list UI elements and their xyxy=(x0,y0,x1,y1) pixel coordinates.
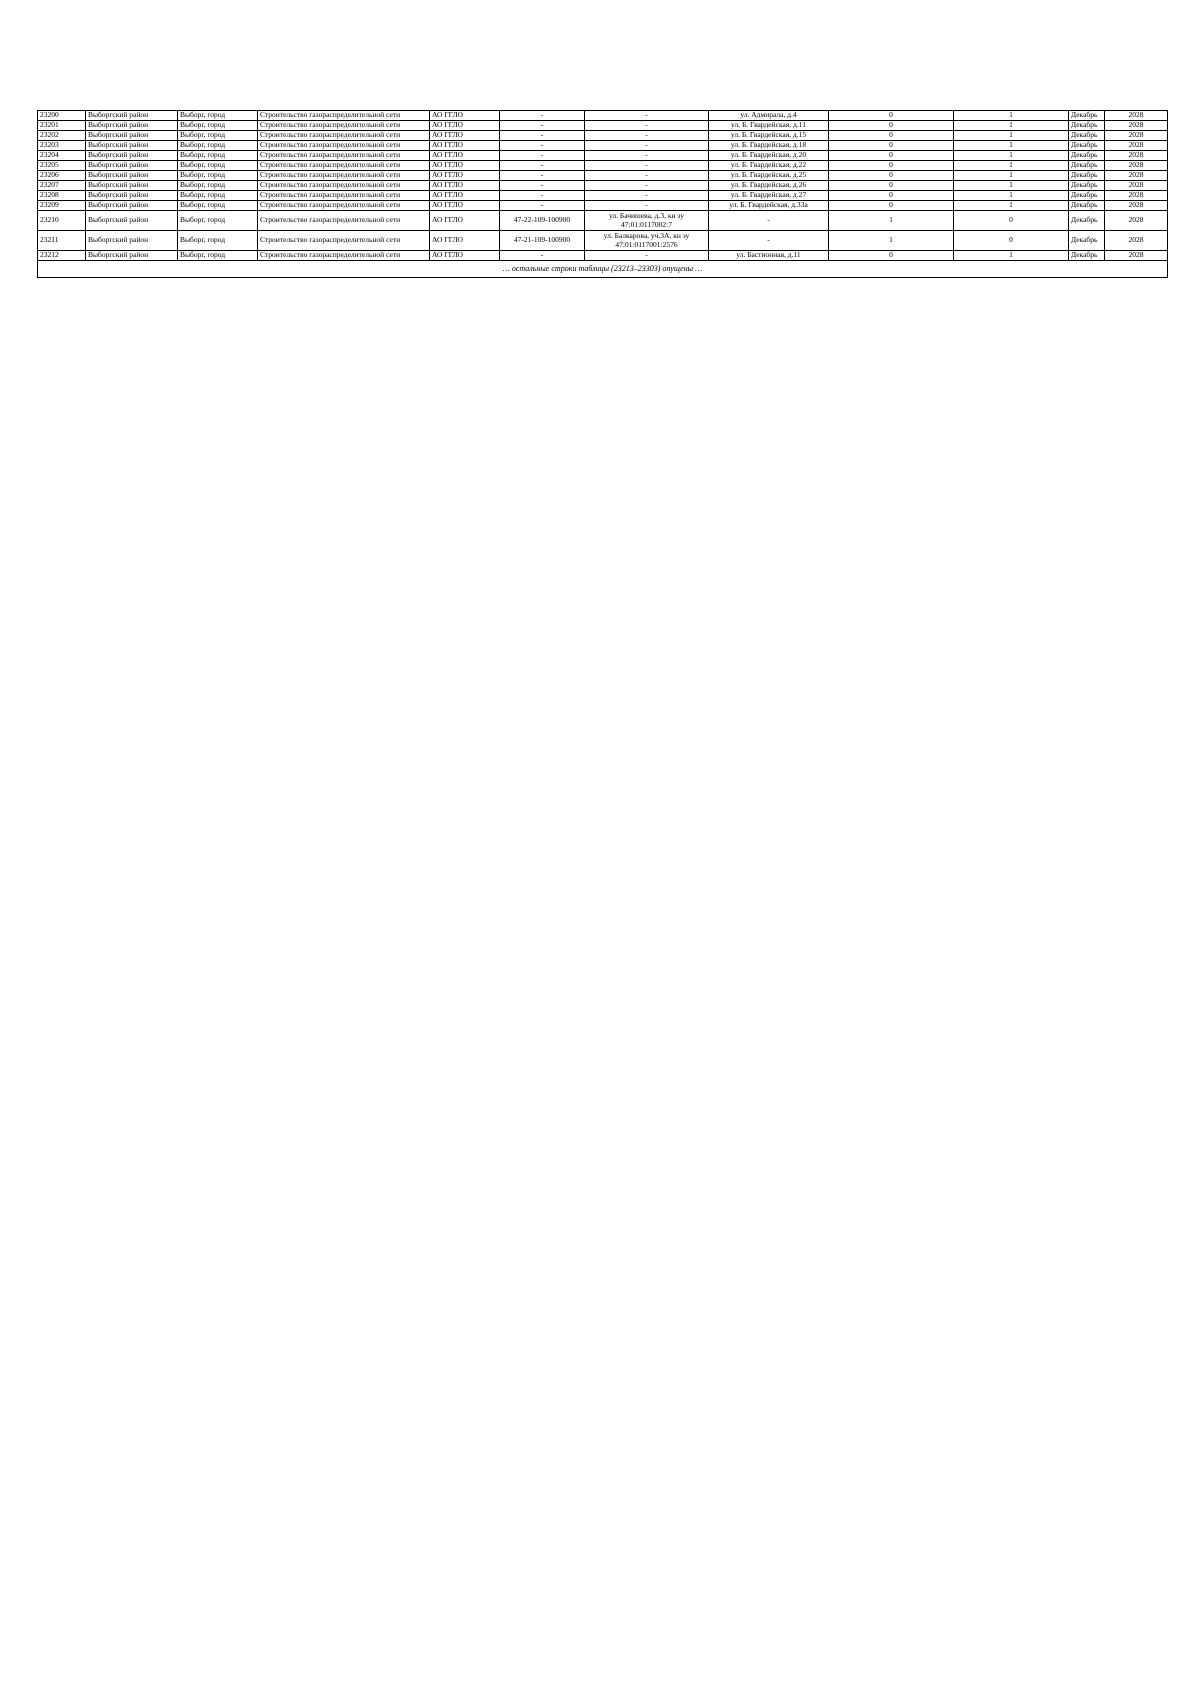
count-a-cell: 0 xyxy=(829,181,954,191)
count-b-cell: 1 xyxy=(954,251,1069,261)
work-type-cell: Строительство газораспределительной сети xyxy=(258,151,430,161)
count-a-cell: 0 xyxy=(829,131,954,141)
locality-cell: Выборг, город xyxy=(178,181,258,191)
omitted-rows-text: … остальные строки таблицы (23213–23303) опущены … xyxy=(38,261,1168,278)
year-cell: 2028 xyxy=(1105,141,1168,151)
address2-cell: ул. Б. Гвардейская, д.22 xyxy=(709,161,829,171)
row-id-cell: 23200 xyxy=(38,111,86,121)
count-b-cell: 0 xyxy=(954,211,1069,231)
count-a-cell: 0 xyxy=(829,201,954,211)
month-cell: Декабрь xyxy=(1069,111,1105,121)
district-cell: Выборгский район xyxy=(86,141,178,151)
data-table xyxy=(37,110,1168,278)
locality-cell: Выборг, город xyxy=(178,151,258,161)
organization-cell: АО ГГЛО xyxy=(430,231,500,251)
year-cell: 2028 xyxy=(1105,181,1168,191)
work-type-cell: Строительство газораспределительной сети xyxy=(258,161,430,171)
organization-cell: АО ГГЛО xyxy=(430,151,500,161)
code-cell: - xyxy=(500,201,585,211)
row-id-cell: 23211 xyxy=(38,231,86,251)
table-body xyxy=(38,111,1168,278)
month-cell: Декабрь xyxy=(1069,181,1105,191)
count-a-cell: 0 xyxy=(829,191,954,201)
table-row xyxy=(38,121,1168,131)
work-type-cell: Строительство газораспределительной сети xyxy=(258,191,430,201)
row-id-cell: 23201 xyxy=(38,121,86,131)
locality-cell: Выборг, город xyxy=(178,161,258,171)
organization-cell: АО ГГЛО xyxy=(430,211,500,231)
code-cell: - xyxy=(500,131,585,141)
work-type-cell: Строительство газораспределительной сети xyxy=(258,111,430,121)
district-cell: Выборгский район xyxy=(86,211,178,231)
address2-cell: ул. Б. Гвардейская, д.20 xyxy=(709,151,829,161)
code-cell: 47-21-109-100900 xyxy=(500,231,585,251)
year-cell: 2028 xyxy=(1105,131,1168,141)
address-cell: - xyxy=(585,161,709,171)
code-cell: - xyxy=(500,161,585,171)
code-cell: - xyxy=(500,251,585,261)
address-cell: ул. Балкарова, уч.3А, кн зу 47:01:0117001:2576 xyxy=(585,231,709,251)
count-b-cell: 1 xyxy=(954,161,1069,171)
locality-cell: Выборг, город xyxy=(178,111,258,121)
count-b-cell: 1 xyxy=(954,151,1069,161)
month-cell: Декабрь xyxy=(1069,191,1105,201)
address-cell: ул. Бачишева, д.3, кн зу 47:01:0117002:7 xyxy=(585,211,709,231)
table-row xyxy=(38,231,1168,251)
count-a-cell: 1 xyxy=(829,211,954,231)
organization-cell: АО ГГЛО xyxy=(430,141,500,151)
count-b-cell: 1 xyxy=(954,131,1069,141)
omitted-rows-note xyxy=(38,261,1168,278)
organization-cell: АО ГГЛО xyxy=(430,251,500,261)
organization-cell: АО ГГЛО xyxy=(430,111,500,121)
row-id-cell: 23204 xyxy=(38,151,86,161)
address2-cell: ул. Б. Гвардейская, д.15 xyxy=(709,131,829,141)
address2-cell: ул. Адмирала, д.4 xyxy=(709,111,829,121)
address-cell: - xyxy=(585,111,709,121)
district-cell: Выборгский район xyxy=(86,181,178,191)
month-cell: Декабрь xyxy=(1069,201,1105,211)
work-type-cell: Строительство газораспределительной сети xyxy=(258,181,430,191)
address-cell: - xyxy=(585,121,709,131)
code-cell: - xyxy=(500,111,585,121)
address-cell: - xyxy=(585,151,709,161)
table-row xyxy=(38,191,1168,201)
table-row xyxy=(38,201,1168,211)
count-a-cell: 0 xyxy=(829,151,954,161)
work-type-cell: Строительство газораспределительной сети xyxy=(258,171,430,181)
count-b-cell: 1 xyxy=(954,191,1069,201)
row-id-cell: 23212 xyxy=(38,251,86,261)
work-type-cell: Строительство газораспределительной сети xyxy=(258,211,430,231)
year-cell: 2028 xyxy=(1105,211,1168,231)
row-id-cell: 23202 xyxy=(38,131,86,141)
count-a-cell: 0 xyxy=(829,121,954,131)
table-row xyxy=(38,141,1168,151)
organization-cell: АО ГГЛО xyxy=(430,181,500,191)
count-a-cell: 0 xyxy=(829,161,954,171)
month-cell: Декабрь xyxy=(1069,231,1105,251)
count-a-cell: 1 xyxy=(829,231,954,251)
district-cell: Выборгский район xyxy=(86,161,178,171)
year-cell: 2028 xyxy=(1105,231,1168,251)
row-id-cell: 23206 xyxy=(38,171,86,181)
row-id-cell: 23207 xyxy=(38,181,86,191)
address-cell: - xyxy=(585,181,709,191)
table-row xyxy=(38,171,1168,181)
month-cell: Декабрь xyxy=(1069,161,1105,171)
organization-cell: АО ГГЛО xyxy=(430,131,500,141)
address-cell: - xyxy=(585,131,709,141)
code-cell: 47-22-109-100900 xyxy=(500,211,585,231)
month-cell: Декабрь xyxy=(1069,171,1105,181)
count-b-cell: 1 xyxy=(954,201,1069,211)
district-cell: Выборгский район xyxy=(86,201,178,211)
year-cell: 2028 xyxy=(1105,171,1168,181)
address2-cell: ул. Б. Гвардейская, д.18 xyxy=(709,141,829,151)
district-cell: Выборгский район xyxy=(86,121,178,131)
table-row xyxy=(38,131,1168,141)
locality-cell: Выборг, город xyxy=(178,211,258,231)
work-type-cell: Строительство газораспределительной сети xyxy=(258,251,430,261)
district-cell: Выборгский район xyxy=(86,151,178,161)
district-cell: Выборгский район xyxy=(86,251,178,261)
count-a-cell: 0 xyxy=(829,171,954,181)
locality-cell: Выборг, город xyxy=(178,191,258,201)
district-cell: Выборгский район xyxy=(86,231,178,251)
district-cell: Выборгский район xyxy=(86,131,178,141)
month-cell: Декабрь xyxy=(1069,251,1105,261)
district-cell: Выборгский район xyxy=(86,171,178,181)
count-b-cell: 1 xyxy=(954,141,1069,151)
address2-cell: - xyxy=(709,231,829,251)
table-row xyxy=(38,161,1168,171)
year-cell: 2028 xyxy=(1105,251,1168,261)
organization-cell: АО ГГЛО xyxy=(430,161,500,171)
organization-cell: АО ГГЛО xyxy=(430,191,500,201)
locality-cell: Выборг, город xyxy=(178,231,258,251)
year-cell: 2028 xyxy=(1105,161,1168,171)
address2-cell: ул. Б. Гвардейская, д.25 xyxy=(709,171,829,181)
table-row xyxy=(38,251,1168,261)
locality-cell: Выборг, город xyxy=(178,121,258,131)
locality-cell: Выборг, город xyxy=(178,141,258,151)
address2-cell: ул. Б. Гвардейская, д.26 xyxy=(709,181,829,191)
district-cell: Выборгский район xyxy=(86,191,178,201)
count-b-cell: 1 xyxy=(954,181,1069,191)
locality-cell: Выборг, город xyxy=(178,131,258,141)
row-id-cell: 23203 xyxy=(38,141,86,151)
address2-cell: ул. Б. Гвардейская, д.27 xyxy=(709,191,829,201)
month-cell: Декабрь xyxy=(1069,151,1105,161)
address2-cell: ул. Б. Гвардейская, д.11 xyxy=(709,121,829,131)
code-cell: - xyxy=(500,141,585,151)
count-a-cell: 0 xyxy=(829,251,954,261)
locality-cell: Выборг, город xyxy=(178,251,258,261)
count-b-cell: 0 xyxy=(954,231,1069,251)
month-cell: Декабрь xyxy=(1069,121,1105,131)
district-cell: Выборгский район xyxy=(86,111,178,121)
work-type-cell: Строительство газораспределительной сети xyxy=(258,121,430,131)
row-id-cell: 23208 xyxy=(38,191,86,201)
work-type-cell: Строительство газораспределительной сети xyxy=(258,201,430,211)
table-row xyxy=(38,181,1168,191)
code-cell: - xyxy=(500,181,585,191)
count-a-cell: 0 xyxy=(829,141,954,151)
address-cell: - xyxy=(585,171,709,181)
address2-cell: - xyxy=(709,211,829,231)
work-type-cell: Строительство газораспределительной сети xyxy=(258,231,430,251)
code-cell: - xyxy=(500,151,585,161)
document-page xyxy=(37,110,1167,278)
count-b-cell: 1 xyxy=(954,171,1069,181)
count-b-cell: 1 xyxy=(954,111,1069,121)
year-cell: 2028 xyxy=(1105,121,1168,131)
locality-cell: Выборг, город xyxy=(178,171,258,181)
count-b-cell: 1 xyxy=(954,121,1069,131)
work-type-cell: Строительство газораспределительной сети xyxy=(258,131,430,141)
table-row xyxy=(38,151,1168,161)
code-cell: - xyxy=(500,121,585,131)
address2-cell: ул. Б. Гвардейская, д.33а xyxy=(709,201,829,211)
year-cell: 2028 xyxy=(1105,191,1168,201)
address-cell: - xyxy=(585,141,709,151)
address2-cell: ул. Бастионная, д.11 xyxy=(709,251,829,261)
month-cell: Декабрь xyxy=(1069,141,1105,151)
count-a-cell: 0 xyxy=(829,111,954,121)
table-row xyxy=(38,211,1168,231)
organization-cell: АО ГГЛО xyxy=(430,201,500,211)
month-cell: Декабрь xyxy=(1069,211,1105,231)
table-row xyxy=(38,111,1168,121)
code-cell: - xyxy=(500,191,585,201)
locality-cell: Выборг, город xyxy=(178,201,258,211)
row-id-cell: 23209 xyxy=(38,201,86,211)
work-type-cell: Строительство газораспределительной сети xyxy=(258,141,430,151)
row-id-cell: 23210 xyxy=(38,211,86,231)
month-cell: Декабрь xyxy=(1069,131,1105,141)
year-cell: 2028 xyxy=(1105,201,1168,211)
address-cell: - xyxy=(585,201,709,211)
code-cell: - xyxy=(500,171,585,181)
year-cell: 2028 xyxy=(1105,111,1168,121)
address-cell: - xyxy=(585,251,709,261)
organization-cell: АО ГГЛО xyxy=(430,121,500,131)
year-cell: 2028 xyxy=(1105,151,1168,161)
row-id-cell: 23205 xyxy=(38,161,86,171)
organization-cell: АО ГГЛО xyxy=(430,171,500,181)
address-cell: - xyxy=(585,191,709,201)
